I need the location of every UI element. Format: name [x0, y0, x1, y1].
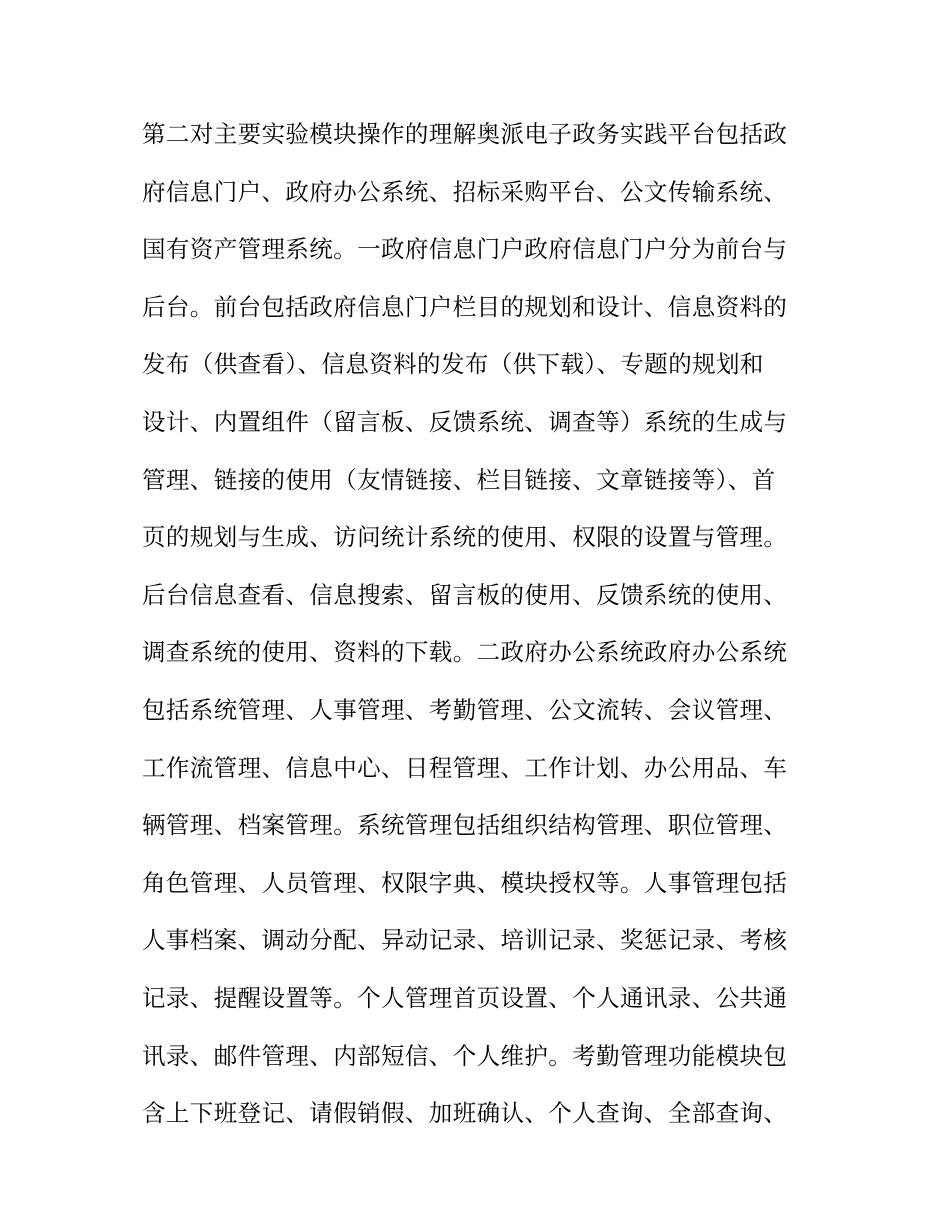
text-line: 管理、链接的使用（友情链接、栏目链接、文章链接等）、首 — [142, 465, 776, 494]
text-line: 包括系统管理、人事管理、考勤管理、公文流转、会议管理、 — [142, 695, 788, 724]
text-line: 国有资产管理系统。一政府信息门户政府信息门户分为前台与 — [142, 235, 788, 264]
text-line: 含上下班登记、请假销假、加班确认、个人查询、全部查询、 — [142, 1099, 788, 1128]
text-line: 后台。前台包括政府信息门户栏目的规划和设计、信息资料的 — [142, 292, 788, 321]
text-line: 人事档案、调动分配、异动记录、培训记录、奖惩记录、考核 — [142, 926, 788, 955]
text-line: 第二对主要实验模块操作的理解奥派电子政务实践平台包括政 — [142, 120, 788, 148]
text-line: 辆管理、档案管理。系统管理包括组织结构管理、职位管理、 — [142, 811, 788, 840]
body-text — [142, 106, 822, 1143]
text-line: 后台信息查看、信息搜索、留言板的使用、反馈系统的使用、 — [142, 580, 788, 609]
text-line: 记录、提醒设置等。个人管理首页设置、个人通讯录、公共通 — [142, 983, 788, 1012]
text-line: 调查系统的使用、资料的下载。二政府办公系统政府办公系统 — [142, 638, 788, 667]
text-line: 角色管理、人员管理、权限字典、模块授权等。人事管理包括 — [142, 868, 788, 897]
text-line: 页的规划与生成、访问统计系统的使用、权限的设置与管理。 — [142, 523, 788, 552]
text-line: 工作流管理、信息中心、日程管理、工作计划、办公用品、车 — [142, 753, 788, 782]
text-line: 府信息门户、政府办公系统、招标采购平台、公文传输系统、 — [142, 177, 788, 206]
text-line: 设计、内置组件（留言板、反馈系统、调查等）系统的生成与 — [142, 407, 788, 436]
text-line: 发布（供查看）、信息资料的发布（供下载）、专题的规划和 — [142, 350, 764, 379]
text-line: 讯录、邮件管理、内部短信、个人维护。考勤管理功能模块包 — [142, 1041, 788, 1070]
